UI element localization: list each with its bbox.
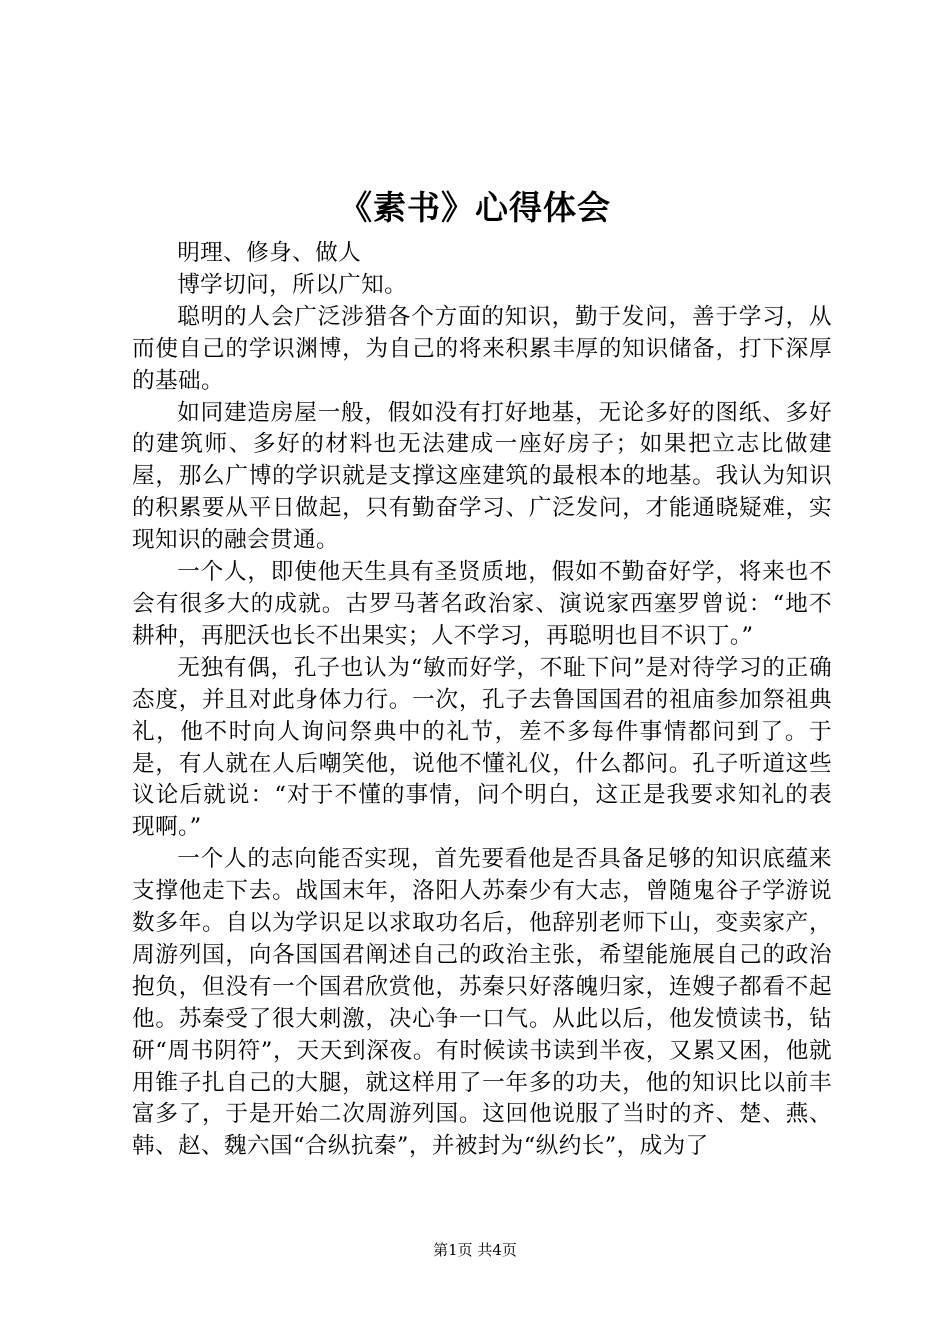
document-body xyxy=(132,238,832,1163)
paragraph: 如同建造房屋一般，假如没有打好地基，无论多好的图纸、多好的建筑师、多好的材料也无法建成一座好房子；如果把立志比做建屋，那么广博的学识就是支撑这座建筑的最根本的地基。我认为知识的积累要从平日做起，只有勤奋学习、广泛发问，才能通晓疑难，实现知识的融会贯通。 xyxy=(132,399,832,554)
paragraph: 明理、修身、做人 xyxy=(177,240,362,266)
document-title: 《素书》心得体会 xyxy=(339,188,611,227)
paragraph: 博学切问，所以广知。 xyxy=(177,271,408,298)
paragraph: 一个人，即使他天生具有圣贤质地，假如不勤奋好学，将来也不会有很多大的成就。古罗马著名政治家、演说家西塞罗曾说：“地不耕种，再肥沃也长不出果实；人不学习，再聪明也目不识丁。” xyxy=(132,559,832,649)
page-footer: 第1页 共4页 xyxy=(433,1241,517,1259)
paragraph: 一个人的志向能否实现，首先要看他是否具备足够的知识底蕴来支撑他走下去。战国末年，洛阳人苏秦少有大志，曾随鬼谷子学游说数多年。自以为学识足以求取功名后，他辞别老师下山，变卖家产，周游列国，向各国国君阐述自己的政治主张，希望能施展自己的政治抱负，但没有一个国君欣赏他，苏秦只好落魄归家，连嫂子都看不起他。苏秦受了很大刺激，决心争一口气。从此以后，他发愤读书，钻研“周书阴符”，天天到深夜。有时候读书读到半夜，又累又困，他就用锥子扎自己的大腿，就这样用了一年多的功夫，他的知识比以前丰富多了，于是开始二次周游列国。这回他说服了当时的齐、楚、燕、韩、赵、魏六国“合纵抗秦”，并被封为“纵约长”，成为了 xyxy=(132,846,832,1160)
paragraph: 无独有偶，孔子也认为“敏而好学，不耻下问”是对待学习的正确态度，并且对此身体力行。一次，孔子去鲁国国君的祖庙参加祭祖典礼，他不时向人询问祭典中的礼节，差不多每件事情都问到了。于是，有人就在人后嘲笑他，说他不懂礼仪，什么都问。孔子听道这些议论后就说：“对于不懂的事情，问个明白，这正是我要求知礼的表现啊。” xyxy=(132,654,832,841)
paragraph: 聪明的人会广泛涉猎各个方面的知识，勤于发问，善于学习，从而使自己的学识渊博，为自己的将来积累丰厚的知识储备，打下深厚的基础。 xyxy=(132,303,832,394)
